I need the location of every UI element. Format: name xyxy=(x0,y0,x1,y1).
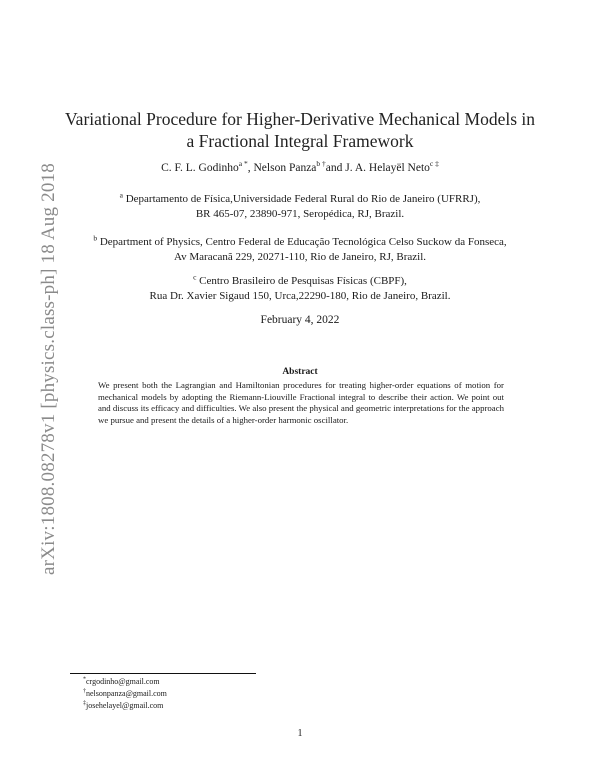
abstract-text: We present both the Lagrangian and Hamiltonian procedures for treating higher-order equations of motion for mechanical models by adopting the Riemann-Liouville Fractional integral to describe their action. We point out and discuss its efficacy and difficulties. We also present the physical and geometric interpretations for the approach we pursue and present the details of a higher-order harmonic oscillator. xyxy=(98,380,504,425)
affiliation-line: Centro Brasileiro de Pesquisas Físicas (CBPF), xyxy=(199,275,407,287)
author-affiliation-mark: b † xyxy=(316,159,326,169)
footnote-divider xyxy=(70,673,256,674)
footnote-mark: ‡ xyxy=(83,700,86,707)
affiliation-line: Department of Physics, Centro Federal de Educação Tecnológica Celso Suckow da Fonseca, xyxy=(99,236,507,248)
page-number: 1 xyxy=(297,728,303,739)
affiliation-c xyxy=(60,274,540,304)
author-name: Nelson Panza xyxy=(253,162,317,174)
footnote xyxy=(83,700,167,712)
affiliation-line: Rua Dr. Xavier Sigaud 150, Urca,22290-180, Rio de Janeiro, Brazil. xyxy=(149,290,451,302)
affiliation-mark: b xyxy=(93,233,98,243)
footnote-mark: * xyxy=(83,676,86,683)
paper-title: Variational Procedure for Higher-Derivative Mechanical Models in a Fractional Integral Framework xyxy=(64,109,536,151)
affiliation-a xyxy=(60,192,540,222)
footnote xyxy=(83,688,167,700)
footnote-mark: † xyxy=(83,688,86,695)
abstract-heading: Abstract xyxy=(282,367,318,377)
author-name: C. F. L. Godinho xyxy=(161,162,239,174)
author-conjunction: and xyxy=(325,162,346,174)
footnote-email: crgodinho@gmail.com xyxy=(86,677,160,686)
affiliation-mark: a xyxy=(119,190,123,200)
author-name: J. A. Helayël Neto xyxy=(345,162,430,174)
footnote-email: josehelayel@gmail.com xyxy=(86,701,164,710)
footnote xyxy=(83,676,167,688)
affiliation-b xyxy=(40,235,560,265)
arxiv-identifier-stamp: arXiv:1808.08278v1 [physics.class-ph] 18 Aug 2018 xyxy=(38,163,59,575)
author-list xyxy=(60,159,540,174)
footnotes xyxy=(83,676,167,712)
paper-date: February 4, 2022 xyxy=(260,314,340,326)
footnote-email: nelsonpanza@gmail.com xyxy=(86,689,167,698)
affiliation-line: Departamento de Física,Universidade Federal Rural do Rio de Janeiro (UFRRJ), xyxy=(125,193,481,205)
affiliation-line: BR 465-07, 23890-971, Seropédica, RJ, Brazil. xyxy=(195,208,405,220)
author-affiliation-mark: c ‡ xyxy=(429,159,439,169)
affiliation-line: Av Maracanã 229, 20271-110, Rio de Janeiro, RJ, Brazil. xyxy=(173,251,427,263)
author-separator: , xyxy=(247,162,254,174)
affiliation-mark: c xyxy=(193,272,197,282)
author-affiliation-mark: a * xyxy=(238,159,248,169)
